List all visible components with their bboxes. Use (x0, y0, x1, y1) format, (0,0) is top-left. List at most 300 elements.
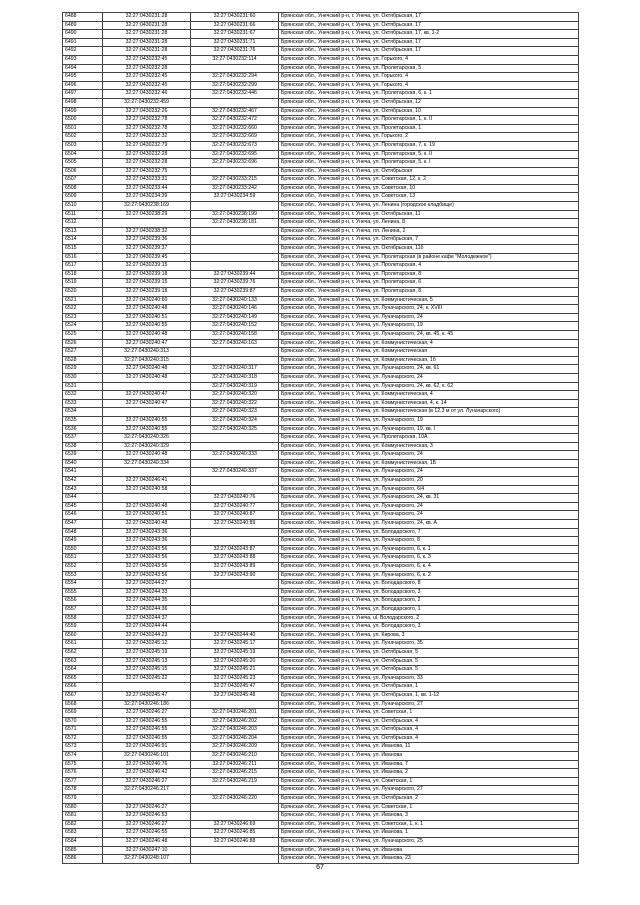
building-cadastral-number-cell: 32:27:0430231:71 (191, 38, 279, 47)
address-cell: Брянская обл., Унечский р-н, г. Унеча, ул. Луначарского, 35 (279, 640, 579, 649)
row-number-cell: 6539 (63, 451, 103, 460)
address-cell: Брянская обл., Унечский р-н, г. Унеча, ул. Луначарского, 27 (279, 700, 579, 709)
table-row (63, 47, 579, 56)
building-cadastral-number-cell: 32:27:0430232:446 (191, 90, 279, 99)
parcel-cadastral-number-cell: 32:27:0430245:22 (103, 674, 191, 683)
address-cell: Брянская обл., Унечский р-н, г. Унеча, ул. Пролетарская, 6 (279, 279, 579, 288)
row-number-cell: 6546 (63, 511, 103, 520)
address-cell: Брянская обл., Унечский р-н, г. Унеча, ул. Советская, 1, к. 1 (279, 820, 579, 829)
parcel-cadastral-number-cell: 32:27:0430232:46 (103, 90, 191, 99)
address-cell: Брянская обл., Унечский р-н, г. Унеча, ул. Октябрьская, 17, кв. 1-2 (279, 30, 579, 39)
building-cadastral-number-cell: 32:27:0430244:40 (191, 631, 279, 640)
address-cell: Брянская обл., Унечский р-н, г. Унеча, ул. Коммунистическая, 4 (279, 391, 579, 400)
table-row (63, 769, 579, 778)
table-row (63, 365, 579, 374)
address-cell: Брянская обл., Унечский р-н, г. Унеча, ул. Октябрьская, 4 (279, 726, 579, 735)
parcel-cadastral-number-cell: 32:27:0430231:28 (103, 21, 191, 30)
address-cell: Брянская обл., Унечский р-н, г. Унеча, пл. Ленина, 2 (279, 227, 579, 236)
table-row (63, 588, 579, 597)
parcel-cadastral-number-cell: 32:27:0430232:45 (103, 73, 191, 82)
row-number-cell: 6527 (63, 348, 103, 357)
table-row (63, 528, 579, 537)
row-number-cell: 6549 (63, 537, 103, 546)
parcel-cadastral-number-cell: 32:27:0430245:12 (103, 640, 191, 649)
address-cell: Брянская обл., Унечский р-н, г. Унеча, ул. Коммунистическая, 3 (279, 442, 579, 451)
address-cell: Брянская обл., Унечский р-н, г. Унеча, ул. Октябрьская, 4 (279, 734, 579, 743)
table-row (63, 425, 579, 434)
row-number-cell: 6510 (63, 202, 103, 211)
parcel-cadastral-number-cell: 32:27:0430232:79 (103, 141, 191, 150)
row-number-cell: 6575 (63, 760, 103, 769)
parcel-cadastral-number-cell (103, 468, 191, 477)
address-cell: Брянская обл., Унечский р-н, г. Унеча, ул. Луначарского, 24 (279, 502, 579, 511)
parcel-cadastral-number-cell: 32:27:0430232:78 (103, 124, 191, 133)
row-number-cell: 6497 (63, 90, 103, 99)
parcel-cadastral-number-cell: 32:27:0430239:15 (103, 262, 191, 271)
row-number-cell: 6584 (63, 838, 103, 847)
building-cadastral-number-cell: 32:27:0430246:85 (191, 829, 279, 838)
address-cell: Брянская обл., Унечский р-н, г. Унеча, ул. Пролетарская, 1, к. II (279, 116, 579, 125)
address-cell: Брянская обл., Унечский р-н, г. Унеча, ул. Володарского, 2 (279, 597, 579, 606)
table-row (63, 820, 579, 829)
table-row (63, 30, 579, 39)
address-cell: Брянская обл., Унечский р-н, г. Унеча, ул. Октябрьская, 17 (279, 47, 579, 56)
building-cadastral-number-cell: 32:27:0430246:219 (191, 777, 279, 786)
parcel-cadastral-number-cell: 32:27:0430234:39 (103, 193, 191, 202)
building-cadastral-number-cell: 32:27:0430232:660 (191, 124, 279, 133)
address-cell: Брянская обл., Унечский р-н, г. Унеча, ул. Советская, 1 (279, 709, 579, 718)
row-number-cell: 6498 (63, 98, 103, 107)
parcel-cadastral-number-cell (103, 219, 191, 228)
address-cell: Брянская обл., Унечский р-н, г. Унеча, ул. Пролетарская, 7, к. 19 (279, 141, 579, 150)
table-row (63, 795, 579, 804)
building-cadastral-number-cell: 32:27:0430232:114 (191, 55, 279, 64)
parcel-cadastral-number-cell: 32:27:0430232:45 (103, 55, 191, 64)
row-number-cell: 6577 (63, 777, 103, 786)
building-cadastral-number-cell: 32:27:0430240:317 (191, 365, 279, 374)
building-cadastral-number-cell (191, 98, 279, 107)
parcel-cadastral-number-cell: 32:27:0430240:51 (103, 511, 191, 520)
building-cadastral-number-cell (191, 356, 279, 365)
building-cadastral-number-cell: 32:27:0430246:211 (191, 760, 279, 769)
address-cell: Брянская обл., Унечский р-н, г. Унеча, ул. Октябрьская, 2 (279, 795, 579, 804)
table-row (63, 98, 579, 107)
building-cadastral-number-cell: 32:27:0430231:66 (191, 21, 279, 30)
building-cadastral-number-cell: 32:27:0430245:17 (191, 640, 279, 649)
address-cell: Брянская обл., Унечский р-н, г. Унеча, ул. Октябрьская, 5 (279, 648, 579, 657)
address-cell: Брянская обл., Унечский р-н, г. Унеча, ul. Володарского, 2 (279, 614, 579, 623)
parcel-cadastral-number-cell: 32:27:0430239:45 (103, 253, 191, 262)
parcel-cadastral-number-cell: 32:27:0430238:29 (103, 210, 191, 219)
table-row (63, 210, 579, 219)
row-number-cell: 6573 (63, 743, 103, 752)
table-row (63, 829, 579, 838)
parcel-cadastral-number-cell: 32:27:0430245:47 (103, 691, 191, 700)
parcel-cadastral-number-cell: 32:27:0430240:55 (103, 425, 191, 434)
row-number-cell: 6523 (63, 313, 103, 322)
table-row (63, 219, 579, 228)
row-number-cell: 6517 (63, 262, 103, 271)
table-row (63, 227, 579, 236)
table-row (63, 296, 579, 305)
address-cell: Брянская обл., Унечский р-н, г. Унеча, ул. Луначарского, 24 (279, 511, 579, 520)
table-row (63, 270, 579, 279)
building-cadastral-number-cell: 32:27:0430246:204 (191, 734, 279, 743)
table-row (63, 245, 579, 254)
address-cell: Брянская обл., Унечский р-н, г. Унеча, ул. Луначарского, 24, кв. А (279, 520, 579, 529)
building-cadastral-number-cell: 32:27:0430240:133 (191, 296, 279, 305)
address-cell: Брянская обл., Унечский р-н, г. Унеча, ул. Луначарского, 6, к. 3 (279, 554, 579, 563)
building-cadastral-number-cell: 32:27:0430240:320 (191, 391, 279, 400)
parcel-cadastral-number-cell: 32:27:0430231:28 (103, 47, 191, 56)
table-row (63, 434, 579, 443)
address-cell: Брянская обл., Унечский р-н, г. Унеча, ул. Луначарского, 19 (279, 416, 579, 425)
parcel-cadastral-number-cell: 32:27:0430244:35 (103, 597, 191, 606)
table-row (63, 709, 579, 718)
row-number-cell: 6574 (63, 752, 103, 761)
address-cell: Брянская обл., Унечский р-н, г. Унеча, ул. Ленина (городское кладбище) (279, 202, 579, 211)
address-cell: Брянская обл., Унечский р-н, г. Унеча, ул. Пролетарская, 5 (279, 64, 579, 73)
row-number-cell: 6519 (63, 279, 103, 288)
row-number-cell: 6538 (63, 442, 103, 451)
building-cadastral-number-cell: 32:27:0430246:202 (191, 717, 279, 726)
address-cell: Брянская обл., Унечский р-н, г. Унеча, ул. Коммунистическая (279, 348, 579, 357)
row-number-cell: 6514 (63, 236, 103, 245)
address-cell: Брянская обл., Унечский р-н, г. Унеча, ул. Октябрьская, 10 (279, 107, 579, 116)
table-row (63, 159, 579, 168)
building-cadastral-number-cell: 32:27:0430240:149 (191, 313, 279, 322)
parcel-cadastral-number-cell: 32:27:0430239:36 (103, 236, 191, 245)
address-cell: Брянская обл., Унечский р-н, г. Унеча, ул. Горького, 2 (279, 133, 579, 142)
row-number-cell: 6552 (63, 563, 103, 572)
building-cadastral-number-cell (191, 262, 279, 271)
row-number-cell: 6502 (63, 133, 103, 142)
table-row (63, 691, 579, 700)
table-row (63, 485, 579, 494)
row-number-cell: 6506 (63, 167, 103, 176)
address-cell: Брянская обл., Унечский р-н, г. Унеча, ул. Луначарского, 8 (279, 537, 579, 546)
table-row (63, 717, 579, 726)
building-cadastral-number-cell (191, 605, 279, 614)
building-cadastral-number-cell: 32:27:0430240:158 (191, 330, 279, 339)
row-number-cell: 6563 (63, 657, 103, 666)
table-row (63, 614, 579, 623)
row-number-cell: 6534 (63, 408, 103, 417)
parcel-cadastral-number-cell: 32:27:0430244:36 (103, 605, 191, 614)
parcel-cadastral-number-cell: 32:27:0430246:41 (103, 477, 191, 486)
table-row (63, 193, 579, 202)
table-row (63, 468, 579, 477)
building-cadastral-number-cell (191, 253, 279, 262)
parcel-cadastral-number-cell (103, 408, 191, 417)
parcel-cadastral-number-cell: 32:27:0430233:44 (103, 184, 191, 193)
row-number-cell: 6579 (63, 795, 103, 804)
row-number-cell: 6560 (63, 631, 103, 640)
parcel-cadastral-number-cell (103, 382, 191, 391)
building-cadastral-number-cell: 32:27:0430240:322 (191, 399, 279, 408)
address-cell: Брянская обл., Унечский р-н, г. Унеча, ул. Иванова, 3 (279, 812, 579, 821)
row-number-cell: 6569 (63, 709, 103, 718)
parcel-cadastral-number-cell: 32:27:0430240:48 (103, 305, 191, 314)
building-cadastral-number-cell (191, 434, 279, 443)
building-cadastral-number-cell (191, 64, 279, 73)
parcel-cadastral-number-cell: 32:27:0430246:76 (103, 760, 191, 769)
building-cadastral-number-cell (191, 700, 279, 709)
row-number-cell: 6536 (63, 425, 103, 434)
address-cell: Брянская обл., Унечский р-н, г. Унеча, ул. Пролетарская, 1 (279, 124, 579, 133)
parcel-cadastral-number-cell: 32:27:0430240:60 (103, 296, 191, 305)
building-cadastral-number-cell: 32:27:0430246:210 (191, 752, 279, 761)
row-number-cell: 6564 (63, 666, 103, 675)
table-row (63, 674, 579, 683)
building-cadastral-number-cell: 32:27:0430238:199 (191, 210, 279, 219)
address-cell: Брянская обл., Унечский р-н, г. Унеча, ул. Октябрьская, 1 (279, 683, 579, 692)
table-row (63, 391, 579, 400)
address-cell: Брянская обл., Унечский р-н, г. Унеча, ул. Пролетарская, 6, к. 1 (279, 90, 579, 99)
parcel-cadastral-number-cell: 32:27:0430232:26 (103, 107, 191, 116)
table-row (63, 339, 579, 348)
building-cadastral-number-cell: 32:27:0430240:337 (191, 468, 279, 477)
building-cadastral-number-cell: 32:27:0430243:89 (191, 563, 279, 572)
parcel-cadastral-number-cell: 32:27:0430240:48 (103, 373, 191, 382)
row-number-cell: 6505 (63, 159, 103, 168)
row-number-cell: 6544 (63, 494, 103, 503)
table-row (63, 683, 579, 692)
parcel-cadastral-number-cell: 32:27:0430246:186 (103, 700, 191, 709)
row-number-cell: 6556 (63, 597, 103, 606)
address-cell: Брянская обл., Унечский р-н, г. Унеча, ул. Октябрьская, 5 (279, 657, 579, 666)
building-cadastral-number-cell (191, 588, 279, 597)
building-cadastral-number-cell: 32:27:0430232:467 (191, 107, 279, 116)
parcel-cadastral-number-cell: 32:27:0430231:28 (103, 13, 191, 22)
table-row (63, 477, 579, 486)
row-number-cell: 6585 (63, 846, 103, 855)
table-row (63, 786, 579, 795)
row-number-cell: 6500 (63, 116, 103, 125)
parcel-cadastral-number-cell: 32:27:0430244:33 (103, 588, 191, 597)
parcel-cadastral-number-cell: 32:27:0430245:19 (103, 648, 191, 657)
register-table (62, 12, 579, 864)
row-number-cell: 6508 (63, 184, 103, 193)
row-number-cell: 6509 (63, 193, 103, 202)
table-row (63, 13, 579, 22)
building-cadastral-number-cell: 32:27:0430239:87 (191, 288, 279, 297)
building-cadastral-number-cell: 32:27:0430240:87 (191, 511, 279, 520)
page-number: 67 (316, 864, 324, 871)
building-cadastral-number-cell: 32:27:0430231:76 (191, 47, 279, 56)
parcel-cadastral-number-cell: 32:27:0430232:459 (103, 98, 191, 107)
parcel-cadastral-number-cell: 32:27:0430245:15 (103, 666, 191, 675)
parcel-cadastral-number-cell: 32:27:0430245:13 (103, 657, 191, 666)
address-cell: Брянская обл., Унечский р-н, г. Унеча, ул. Октябрьская, 17 (279, 21, 579, 30)
parcel-cadastral-number-cell: 32:27:0430246:53 (103, 812, 191, 821)
row-number-cell: 6541 (63, 468, 103, 477)
parcel-cadastral-number-cell: 32:27:0430246:91 (103, 743, 191, 752)
row-number-cell: 6542 (63, 477, 103, 486)
building-cadastral-number-cell: 32:27:0430232:472 (191, 116, 279, 125)
table-row (63, 313, 579, 322)
address-cell: Брянская обл., Унечский р-н, г. Унеча, ул. Луначарского, 6, к. 4 (279, 563, 579, 572)
row-number-cell: 6513 (63, 227, 103, 236)
building-cadastral-number-cell: 32:27:0430243:88 (191, 554, 279, 563)
address-cell: Брянская обл., Унечский р-н, г. Унеча, ул. Горького, 4 (279, 81, 579, 90)
parcel-cadastral-number-cell: 32:27:0430246:55 (103, 734, 191, 743)
parcel-cadastral-number-cell: 32:27:0430246:42 (103, 769, 191, 778)
address-cell: Брянская обл., Унечский р-н, г. Унеча, ул. Советская, 12, к. 2 (279, 176, 579, 185)
row-number-cell: 6490 (63, 30, 103, 39)
building-cadastral-number-cell: 32:27:0430233:215 (191, 176, 279, 185)
building-cadastral-number-cell: 32:27:0430239:76 (191, 279, 279, 288)
table-row (63, 726, 579, 735)
building-cadastral-number-cell: 32:27:0430246:203 (191, 726, 279, 735)
row-number-cell: 6578 (63, 786, 103, 795)
table-row (63, 855, 579, 864)
table-row (63, 322, 579, 331)
table-row (63, 666, 579, 675)
building-cadastral-number-cell: 32:27:0430240:77 (191, 502, 279, 511)
parcel-cadastral-number-cell: 32:27:0430243:56 (103, 554, 191, 563)
row-number-cell: 6559 (63, 623, 103, 632)
address-cell: Брянская обл., Унечский р-н, г. Унеча, ул. Октябрьская, 17 (279, 38, 579, 47)
address-cell: Брянская обл., Унечский р-н, г. Унеча, ул. Луначарского, 24 (279, 468, 579, 477)
row-number-cell: 6567 (63, 691, 103, 700)
building-cadastral-number-cell: 32:27:0430240:325 (191, 425, 279, 434)
address-cell: Брянская обл., Унечский р-н, г. Унеча, ул. Луначарского, 24 (279, 373, 579, 382)
parcel-cadastral-number-cell: 32:27:0430247:10 (103, 846, 191, 855)
building-cadastral-number-cell (191, 614, 279, 623)
address-cell: Брянская обл., Унечский р-н, г. Унеча, ул. Луначарского, 33 (279, 674, 579, 683)
parcel-cadastral-number-cell: 32:27:0430232:75 (103, 167, 191, 176)
table-row (63, 262, 579, 271)
row-number-cell: 6512 (63, 219, 103, 228)
table-row (63, 176, 579, 185)
address-cell: Брянская обл., Унечский р-н, г. Унеча, ул. Луначарского, 24, кв. 62, к. 62 (279, 382, 579, 391)
row-number-cell: 6550 (63, 545, 103, 554)
parcel-cadastral-number-cell: 32:27:0430240:334 (103, 459, 191, 468)
table-row (63, 459, 579, 468)
row-number-cell: 6586 (63, 855, 103, 864)
building-cadastral-number-cell: 32:27:0430232:696 (191, 159, 279, 168)
row-number-cell: 6555 (63, 588, 103, 597)
building-cadastral-number-cell (191, 597, 279, 606)
building-cadastral-number-cell: 32:27:0430238:181 (191, 219, 279, 228)
parcel-cadastral-number-cell: 32:27:0430244:27 (103, 580, 191, 589)
address-cell: Брянская обл., Унечский р-н, г. Унеча, ул. Горького, 4 (279, 73, 579, 82)
parcel-cadastral-number-cell: 32:27:0430246:55 (103, 717, 191, 726)
parcel-cadastral-number-cell: 32:27:0430240:55 (103, 416, 191, 425)
row-number-cell: 6554 (63, 580, 103, 589)
table-row (63, 116, 579, 125)
address-cell: Брянская обл., Унечский р-н, г. Унеча, ул. Луначарского, 24 (279, 451, 579, 460)
table-row (63, 141, 579, 150)
row-number-cell: 6496 (63, 81, 103, 90)
building-cadastral-number-cell (191, 202, 279, 211)
row-number-cell: 6518 (63, 270, 103, 279)
address-cell: Брянская обл., Унечский р-н, г. Унеча, ул. Октябрьская, 1, кв. 1-12 (279, 691, 579, 700)
building-cadastral-number-cell: 32:27:0430246:69 (191, 820, 279, 829)
parcel-cadastral-number-cell: 32:27:0430240:315 (103, 356, 191, 365)
address-cell: Брянская обл., Унечский р-н, г. Унеча, ул. Октябрьская, 5 (279, 666, 579, 675)
table-row (63, 21, 579, 30)
parcel-cadastral-number-cell: 32:27:0430232:45 (103, 81, 191, 90)
table-row (63, 571, 579, 580)
parcel-cadastral-number-cell: 32:27:0430243:36 (103, 537, 191, 546)
row-number-cell: 6535 (63, 416, 103, 425)
building-cadastral-number-cell: 32:27:0430243:87 (191, 545, 279, 554)
row-number-cell: 6547 (63, 520, 103, 529)
row-number-cell: 6570 (63, 717, 103, 726)
table-row (63, 399, 579, 408)
building-cadastral-number-cell: 32:27:0430240:76 (191, 494, 279, 503)
building-cadastral-number-cell: 32:27:0430232:294 (191, 73, 279, 82)
address-cell: Брянская обл., Унечский р-н, г. Унеча, ул. Октябрьская, 17 (279, 13, 579, 22)
building-cadastral-number-cell (191, 580, 279, 589)
row-number-cell: 6499 (63, 107, 103, 116)
building-cadastral-number-cell: 32:27:0430239:44 (191, 270, 279, 279)
row-number-cell: 6526 (63, 339, 103, 348)
table-row (63, 623, 579, 632)
address-cell: Брянская обл., Унечский р-н, г. Унеча, ул. Луначарского, 25 (279, 838, 579, 847)
address-cell: Брянская обл., Унечский р-н, г. Унеча, ул. Коммунистическая, 5 (279, 296, 579, 305)
table-row (63, 838, 579, 847)
table-row (63, 73, 579, 82)
table-row (63, 451, 579, 460)
table-row (63, 631, 579, 640)
row-number-cell: 6524 (63, 322, 103, 331)
table-row (63, 734, 579, 743)
parcel-cadastral-number-cell: 32:27:0430240:48 (103, 502, 191, 511)
address-cell: Брянская обл., Унечский р-н, г. Унеча, ул. Пролетарская, 4 (279, 262, 579, 271)
row-number-cell: 6494 (63, 64, 103, 73)
row-number-cell: 6528 (63, 356, 103, 365)
table-row (63, 184, 579, 193)
row-number-cell: 6529 (63, 365, 103, 374)
building-cadastral-number-cell (191, 855, 279, 864)
table-row (63, 124, 579, 133)
parcel-cadastral-number-cell: 32:27:0430240:47 (103, 399, 191, 408)
address-cell: Брянская обл., Унечский р-н, г. Унеча, ул. Пролетарская, 10А (279, 434, 579, 443)
row-number-cell: 6572 (63, 734, 103, 743)
building-cadastral-number-cell: 32:27:0430234:59 (191, 193, 279, 202)
table-row (63, 700, 579, 709)
parcel-cadastral-number-cell: 32:27:0430240:48 (103, 451, 191, 460)
table-row (63, 150, 579, 159)
address-cell: Брянская обл., Унечский р-н, г. Унеча, ул. Октябрьская, 11б (279, 245, 579, 254)
address-cell: Брянская обл., Унечский р-н, г. Унеча, ул. Ленина, 8 (279, 219, 579, 228)
address-cell: Брянская обл., Унечский р-н, г. Унеча, ул. Коммунистическая, 1Б (279, 459, 579, 468)
row-number-cell: 6532 (63, 391, 103, 400)
row-number-cell: 6501 (63, 124, 103, 133)
row-number-cell: 6551 (63, 554, 103, 563)
address-cell: Брянская обл., Унечский р-н, г. Унеча, ул. Советская, 1 (279, 803, 579, 812)
parcel-cadastral-number-cell: 32:27:0430240:47 (103, 391, 191, 400)
row-number-cell: 6492 (63, 47, 103, 56)
table-row (63, 537, 579, 546)
row-number-cell: 6537 (63, 434, 103, 443)
table-row (63, 494, 579, 503)
row-number-cell: 6583 (63, 829, 103, 838)
address-cell: Брянская обл., Унечский р-н, г. Унеча, ул. Иванова (279, 752, 579, 761)
table-row (63, 81, 579, 90)
row-number-cell: 6540 (63, 459, 103, 468)
table-row (63, 330, 579, 339)
row-number-cell: 6565 (63, 674, 103, 683)
table-row (63, 657, 579, 666)
address-cell: Брянская обл., Унечский р-н, г. Унеча, ул. Советская, 10 (279, 184, 579, 193)
table-row (63, 107, 579, 116)
table-row (63, 382, 579, 391)
table-row (63, 90, 579, 99)
